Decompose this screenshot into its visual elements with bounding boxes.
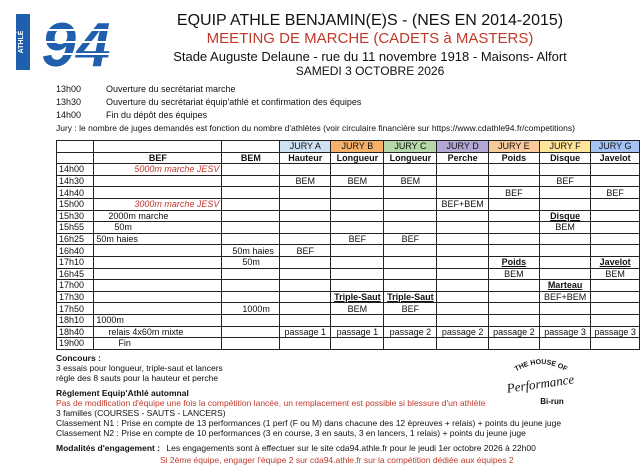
event-cell [384, 187, 437, 199]
event-cell: Javelot [591, 256, 640, 268]
table-row [57, 222, 640, 234]
event-cell [331, 280, 384, 292]
jury-header: JURY E [488, 141, 539, 153]
schedule-line [56, 110, 207, 120]
event-cell [280, 256, 331, 268]
event-cell: passage 2 [384, 326, 437, 338]
event-cell [591, 291, 640, 303]
perf-logo-top: THE HOUSE OF [513, 358, 569, 374]
event-cell: 5000m marche JESV [94, 164, 222, 176]
house-of-performance-logo [498, 352, 584, 412]
column-header: Poids [488, 152, 539, 164]
event-cell [280, 280, 331, 292]
event-cell [437, 187, 488, 199]
event-cell [539, 198, 590, 210]
event-cell [488, 210, 539, 222]
concours-title: Concours : [56, 353, 101, 363]
logo-side-text: ATHLÉ [18, 30, 25, 54]
event-cell [222, 326, 280, 338]
event-cell [539, 303, 590, 315]
event-cell [539, 314, 590, 326]
table-row [57, 164, 640, 176]
event-cell [488, 164, 539, 176]
event-cell: BEF [384, 233, 437, 245]
jury-header: JURY C [384, 141, 437, 153]
event-cell [384, 210, 437, 222]
event-cell: Fin [94, 338, 222, 350]
event-cell [488, 303, 539, 315]
time-cell: 19h00 [57, 338, 94, 350]
event-cell: Poids [488, 256, 539, 268]
event-cell [591, 175, 640, 187]
cd-athle-94-logo [14, 8, 126, 76]
event-cell: BEM [488, 268, 539, 280]
event-cell [591, 314, 640, 326]
schedule-time: 13h00 [56, 84, 82, 94]
event-cell [222, 164, 280, 176]
event-cell [384, 268, 437, 280]
time-cell: 16h25 [57, 233, 94, 245]
event-cell [437, 268, 488, 280]
event-cell [331, 187, 384, 199]
event-cell: BEF+BEM [437, 198, 488, 210]
event-cell: BEF [331, 233, 384, 245]
event-cell [539, 245, 590, 257]
column-header: Perche [437, 152, 488, 164]
modalites-line [56, 443, 536, 453]
event-cell [222, 187, 280, 199]
event-cell: BEF [488, 187, 539, 199]
time-cell: 18h40 [57, 326, 94, 338]
event-cell: passage 1 [280, 326, 331, 338]
schedule-label: Ouverture du secrétariat marche [106, 84, 236, 94]
event-cell: BEF+BEM [539, 291, 590, 303]
jury-note: Jury : le nombre de juges demandés est fonction du nombre d'athlètes (voir circulaire financière sur https://www.cdathle94.fr/competitions) [56, 123, 575, 133]
event-cell [591, 210, 640, 222]
event-cell [539, 233, 590, 245]
event-cell [384, 338, 437, 350]
event-cell [222, 291, 280, 303]
time-cell: 14h00 [57, 164, 94, 176]
event-cell [280, 291, 331, 303]
event-cell [437, 314, 488, 326]
event-cell [539, 187, 590, 199]
event-cell [280, 222, 331, 234]
event-cell [384, 198, 437, 210]
event-cell [437, 256, 488, 268]
event-cell [591, 280, 640, 292]
event-cell [488, 280, 539, 292]
event-cell [539, 338, 590, 350]
event-cell: passage 3 [591, 326, 640, 338]
column-header: Javelot [591, 152, 640, 164]
event-date: SAMEDI 3 OCTOBRE 2026 [295, 64, 445, 78]
column-header: Longueur [331, 152, 384, 164]
column-header: BEF [94, 152, 222, 164]
event-cell [539, 268, 590, 280]
event-cell [437, 164, 488, 176]
event-cell: Triple-Saut [384, 291, 437, 303]
column-header: Disque [539, 152, 590, 164]
event-cell [488, 314, 539, 326]
event-cell: 1000m [222, 303, 280, 315]
concours-line: 3 essais pour longueur, triple-saut et lancers [56, 363, 223, 373]
table-row [57, 314, 640, 326]
event-cell [437, 245, 488, 257]
time-cell: 15h30 [57, 210, 94, 222]
jury-header: JURY B [331, 141, 384, 153]
event-cell [384, 256, 437, 268]
jury-header: JURY F [539, 141, 590, 153]
event-cell [94, 280, 222, 292]
event-cell [437, 303, 488, 315]
event-cell [280, 314, 331, 326]
column-header: BEM [222, 152, 280, 164]
event-cell [222, 222, 280, 234]
event-cell [488, 233, 539, 245]
table-row [57, 268, 640, 280]
empty-cell [222, 141, 280, 153]
event-cell [222, 175, 280, 187]
time-cell: 14h40 [57, 187, 94, 199]
event-cell: 1000m [94, 314, 222, 326]
event-cell [280, 233, 331, 245]
concours-line: règle des 8 sauts pour la hauteur et perche [56, 373, 219, 383]
event-cell [488, 222, 539, 234]
jury-header: JURY G [591, 141, 640, 153]
table-row [57, 338, 640, 350]
schedule-label: Fin du dépôt des équipes [106, 110, 208, 120]
event-cell [591, 303, 640, 315]
perf-logo-bottom: Bi-run [540, 397, 564, 406]
schedule-time: 13h30 [56, 97, 82, 107]
event-cell: 2000m marche [94, 210, 222, 222]
event-cell [384, 222, 437, 234]
time-cell: 15h00 [57, 198, 94, 210]
event-cell [222, 233, 280, 245]
empty-cell [94, 141, 222, 153]
event-cell [384, 164, 437, 176]
modalites-warning: Si 2ème équipe, engager l'équipe 2 sur cda94.athle.fr sur la compétition dédiée aux équipes 2 [160, 455, 514, 465]
schedule-table [56, 140, 640, 350]
event-cell [331, 338, 384, 350]
perf-logo-main: Performance [505, 371, 576, 396]
event-cell [222, 268, 280, 280]
modalites-text: Les engagements sont à effectuer sur le site cda94.athle.fr pour le jeudi 1er octobre 2026 à 22h00 [166, 443, 536, 453]
event-cell [437, 175, 488, 187]
table-row [57, 198, 640, 210]
event-cell: Marteau [539, 280, 590, 292]
event-cell [222, 314, 280, 326]
column-header: Longueur [384, 152, 437, 164]
event-cell [539, 256, 590, 268]
event-cell: 50m haies [94, 233, 222, 245]
event-cell [384, 280, 437, 292]
page-subtitle: MEETING DE MARCHE (CADETS à MASTERS) [206, 30, 534, 47]
event-cell [331, 268, 384, 280]
logo-number: 94 [41, 11, 111, 76]
event-cell [331, 164, 384, 176]
event-cell [222, 280, 280, 292]
time-cell: 17h10 [57, 256, 94, 268]
event-cell [280, 210, 331, 222]
column-header: Hauteur [280, 152, 331, 164]
event-cell [539, 164, 590, 176]
event-cell: BEM [384, 175, 437, 187]
empty-cell [57, 141, 94, 153]
event-cell [222, 198, 280, 210]
event-cell [222, 210, 280, 222]
event-cell: BEM [591, 268, 640, 280]
event-cell [331, 245, 384, 257]
event-cell [437, 222, 488, 234]
schedule-line [56, 84, 236, 94]
event-cell [280, 268, 331, 280]
column-header [57, 152, 94, 164]
event-cell [280, 164, 331, 176]
time-cell: 17h50 [57, 303, 94, 315]
table-row [57, 303, 640, 315]
event-cell: Triple-Saut [331, 291, 384, 303]
reglement-warning: Pas de modification d'équipe une fois la compétition lancée, un remplacement est possible si blessure d'un athlète [56, 398, 486, 408]
event-cell [591, 338, 640, 350]
event-cell: BEM [539, 222, 590, 234]
event-cell [591, 245, 640, 257]
table-row [57, 233, 640, 245]
event-cell [331, 314, 384, 326]
event-cell [331, 256, 384, 268]
event-cell [94, 303, 222, 315]
event-cell: BEF [591, 187, 640, 199]
event-cell [488, 198, 539, 210]
jury-header-row [57, 141, 640, 153]
table-row [57, 187, 640, 199]
event-cell [437, 210, 488, 222]
event-cell: 50m haies [222, 245, 280, 257]
event-cell: BEF [280, 245, 331, 257]
schedule-line [56, 97, 361, 107]
event-cell: Disque [539, 210, 590, 222]
event-cell [591, 198, 640, 210]
time-cell: 16h40 [57, 245, 94, 257]
event-cell: passage 3 [539, 326, 590, 338]
event-cell [437, 233, 488, 245]
classement-n2: Classement N2 : Prise en compte de 10 performances (3 en course, 3 en sauts, 3 en lancers, 1 relais) + points du jeune juge [56, 428, 526, 438]
jury-header: JURY A [280, 141, 331, 153]
event-cell: BEM [331, 175, 384, 187]
event-cell [591, 222, 640, 234]
event-cell [488, 338, 539, 350]
svg-text:THE HOUSE OF [514, 359, 569, 374]
event-cell [94, 175, 222, 187]
event-cell: relais 4x60m mixte [94, 326, 222, 338]
event-cell [591, 164, 640, 176]
families-line: 3 familles (COURSES - SAUTS - LANCERS) [56, 408, 226, 418]
event-cell: 50m [222, 256, 280, 268]
time-cell: 17h30 [57, 291, 94, 303]
event-cell [437, 280, 488, 292]
event-cell [222, 338, 280, 350]
event-cell [94, 268, 222, 280]
event-cell [488, 245, 539, 257]
venue: Stade Auguste Delaune - rue du 11 novembre 1918 - Maisons- Alfort [173, 49, 567, 64]
event-cell [280, 187, 331, 199]
schedule-time: 14h00 [56, 110, 82, 120]
event-cell [94, 245, 222, 257]
time-cell: 18h10 [57, 314, 94, 326]
event-cell: passage 1 [331, 326, 384, 338]
event-cell: passage 2 [488, 326, 539, 338]
event-cell: BEF [539, 175, 590, 187]
page-title: EQUIP ATHLE BENJAMIN(E)S - (NES EN 2014-2015) [176, 12, 564, 29]
table-row [57, 291, 640, 303]
event-cell: BEM [280, 175, 331, 187]
table-row [57, 175, 640, 187]
jury-header: JURY D [437, 141, 488, 153]
event-cell [437, 291, 488, 303]
schedule-label: Ouverture du secrétariat équip'athlé et confirmation des équipes [106, 97, 362, 107]
event-cell [280, 303, 331, 315]
event-cell [280, 198, 331, 210]
column-header-row [57, 152, 640, 164]
table-row [57, 210, 640, 222]
table-row [57, 280, 640, 292]
classement-n1: Classement N1 : Prise en compte de 13 performances (1 perf (F ou M) dans chacune des 12 épreuves + relais) + points du jeune juge [56, 418, 562, 428]
event-cell [488, 175, 539, 187]
reglement-title: Règlement Equip'Athlé automnal [56, 388, 189, 398]
event-cell [94, 291, 222, 303]
event-cell [331, 222, 384, 234]
table-row [57, 245, 640, 257]
event-cell [591, 233, 640, 245]
event-cell [384, 314, 437, 326]
event-cell [384, 245, 437, 257]
time-cell: 17h00 [57, 280, 94, 292]
modalites-title: Modalités d'engagement : [56, 443, 161, 453]
table-row [57, 326, 640, 338]
time-cell: 14h30 [57, 175, 94, 187]
event-cell: 50m [94, 222, 222, 234]
event-cell: BEF [384, 303, 437, 315]
event-cell [94, 187, 222, 199]
event-cell [488, 291, 539, 303]
event-cell: 3000m marche JESV [94, 198, 222, 210]
time-cell: 15h55 [57, 222, 94, 234]
event-cell [331, 198, 384, 210]
event-cell [280, 338, 331, 350]
event-cell: passage 2 [437, 326, 488, 338]
table-row [57, 256, 640, 268]
event-cell [94, 256, 222, 268]
event-cell: BEM [331, 303, 384, 315]
event-cell [331, 210, 384, 222]
time-cell: 16h45 [57, 268, 94, 280]
event-cell [437, 338, 488, 350]
